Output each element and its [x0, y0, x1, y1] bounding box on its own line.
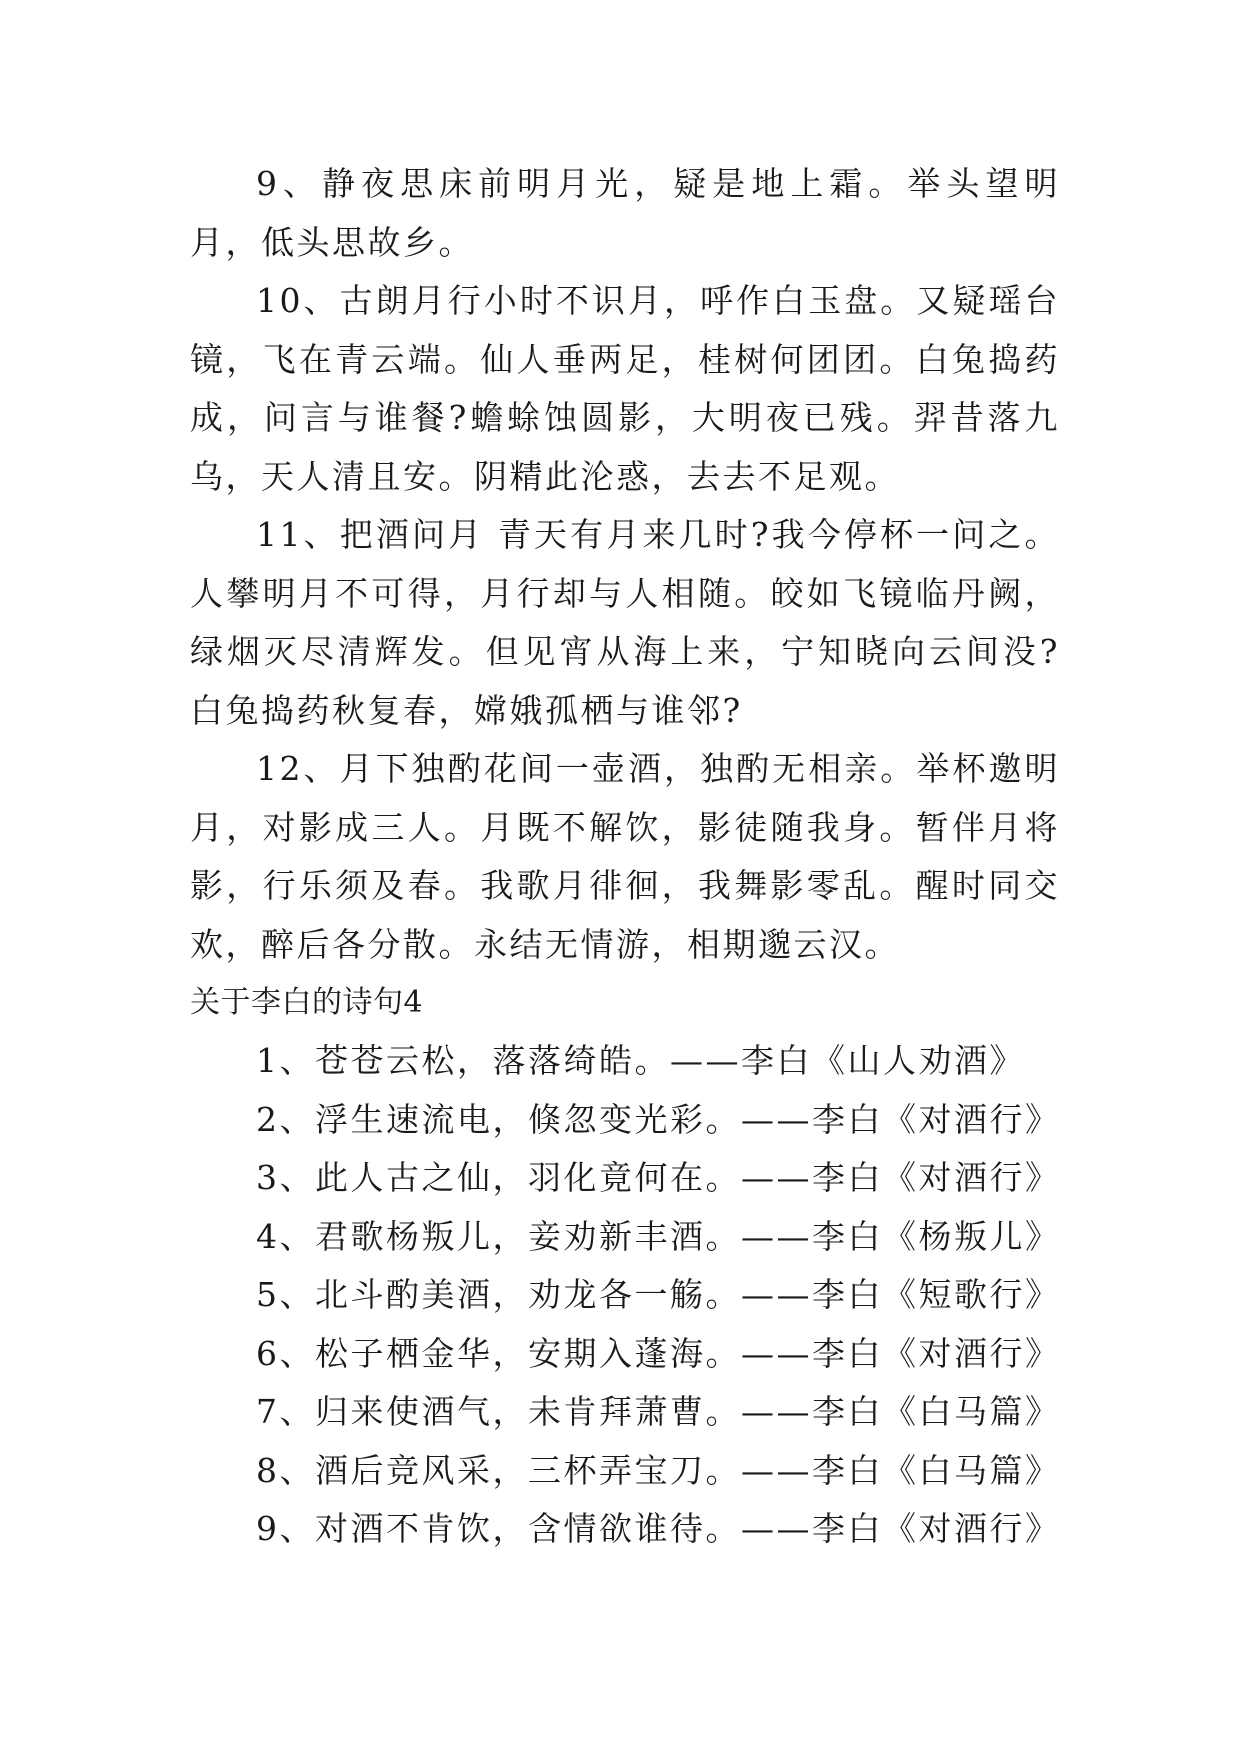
- poem-paragraph-10: 10、古朗月行小时不识月，呼作白玉盘。又疑瑶台镜，飞在青云端。仙人垂两足，桂树何团团。白兔捣药成，问言与谁餐?蟾蜍蚀圆影，大明夜已残。羿昔落九乌，天人清且安。阴精此沦惑，去去不足观。: [190, 281, 1060, 496]
- quote-line: 7、归来使酒气，未肯拜萧曹。——李白《白马篇》: [256, 1392, 1061, 1431]
- poem-paragraph-12: 12、月下独酌花间一壶酒，独酌无相亲。举杯邀明月，对影成三人。月既不解饮，影徒随我身。暂伴月将影，行乐须及春。我歌月徘徊，我舞影零乱。醒时同交欢，醉后各分散。永结无情游，相期邈云汉。: [190, 749, 1060, 964]
- section-title: 关于李白的诗句4: [190, 985, 424, 1020]
- quote-line: 5、北斗酌美酒，劝龙各一觞。——李白《短歌行》: [256, 1275, 1061, 1314]
- quote-line: 2、浮生速流电，倏忽变光彩。——李白《对酒行》: [256, 1099, 1061, 1139]
- quote-line: 3、此人古之仙，羽化竟何在。——李白《对酒行》: [256, 1158, 1061, 1197]
- quote-line: 6、松子栖金华，安期入蓬海。——李白《对酒行》: [256, 1333, 1061, 1373]
- quote-line: 4、君歌杨叛儿，妾劝新丰酒。——李白《杨叛儿》: [256, 1216, 1061, 1256]
- quote-line: 1、苍苍云松，落落绮皓。——李白《山人劝酒》: [256, 1041, 1025, 1080]
- quote-line: 9、对酒不肯饮，含情欲谁待。——李白《对酒行》: [256, 1509, 1061, 1548]
- poem-paragraph-11: 11、把酒问月 青天有月来几时?我今停杯一问之。人攀明月不可得，月行却与人相随。皎如飞镜临丹阙，绿烟灭尽清辉发。但见宵从海上来，宁知晓向云间没?白兔捣药秋复春，嫦娥孤栖与谁邻?: [190, 515, 1060, 730]
- poem-paragraph-9: 9、静夜思床前明月光，疑是地上霜。举头望明月，低头思故乡。: [190, 164, 1060, 262]
- document-body: [190, 155, 1060, 1559]
- quote-line: 8、酒后竞风采，三杯弄宝刀。——李白《白马篇》: [256, 1450, 1061, 1490]
